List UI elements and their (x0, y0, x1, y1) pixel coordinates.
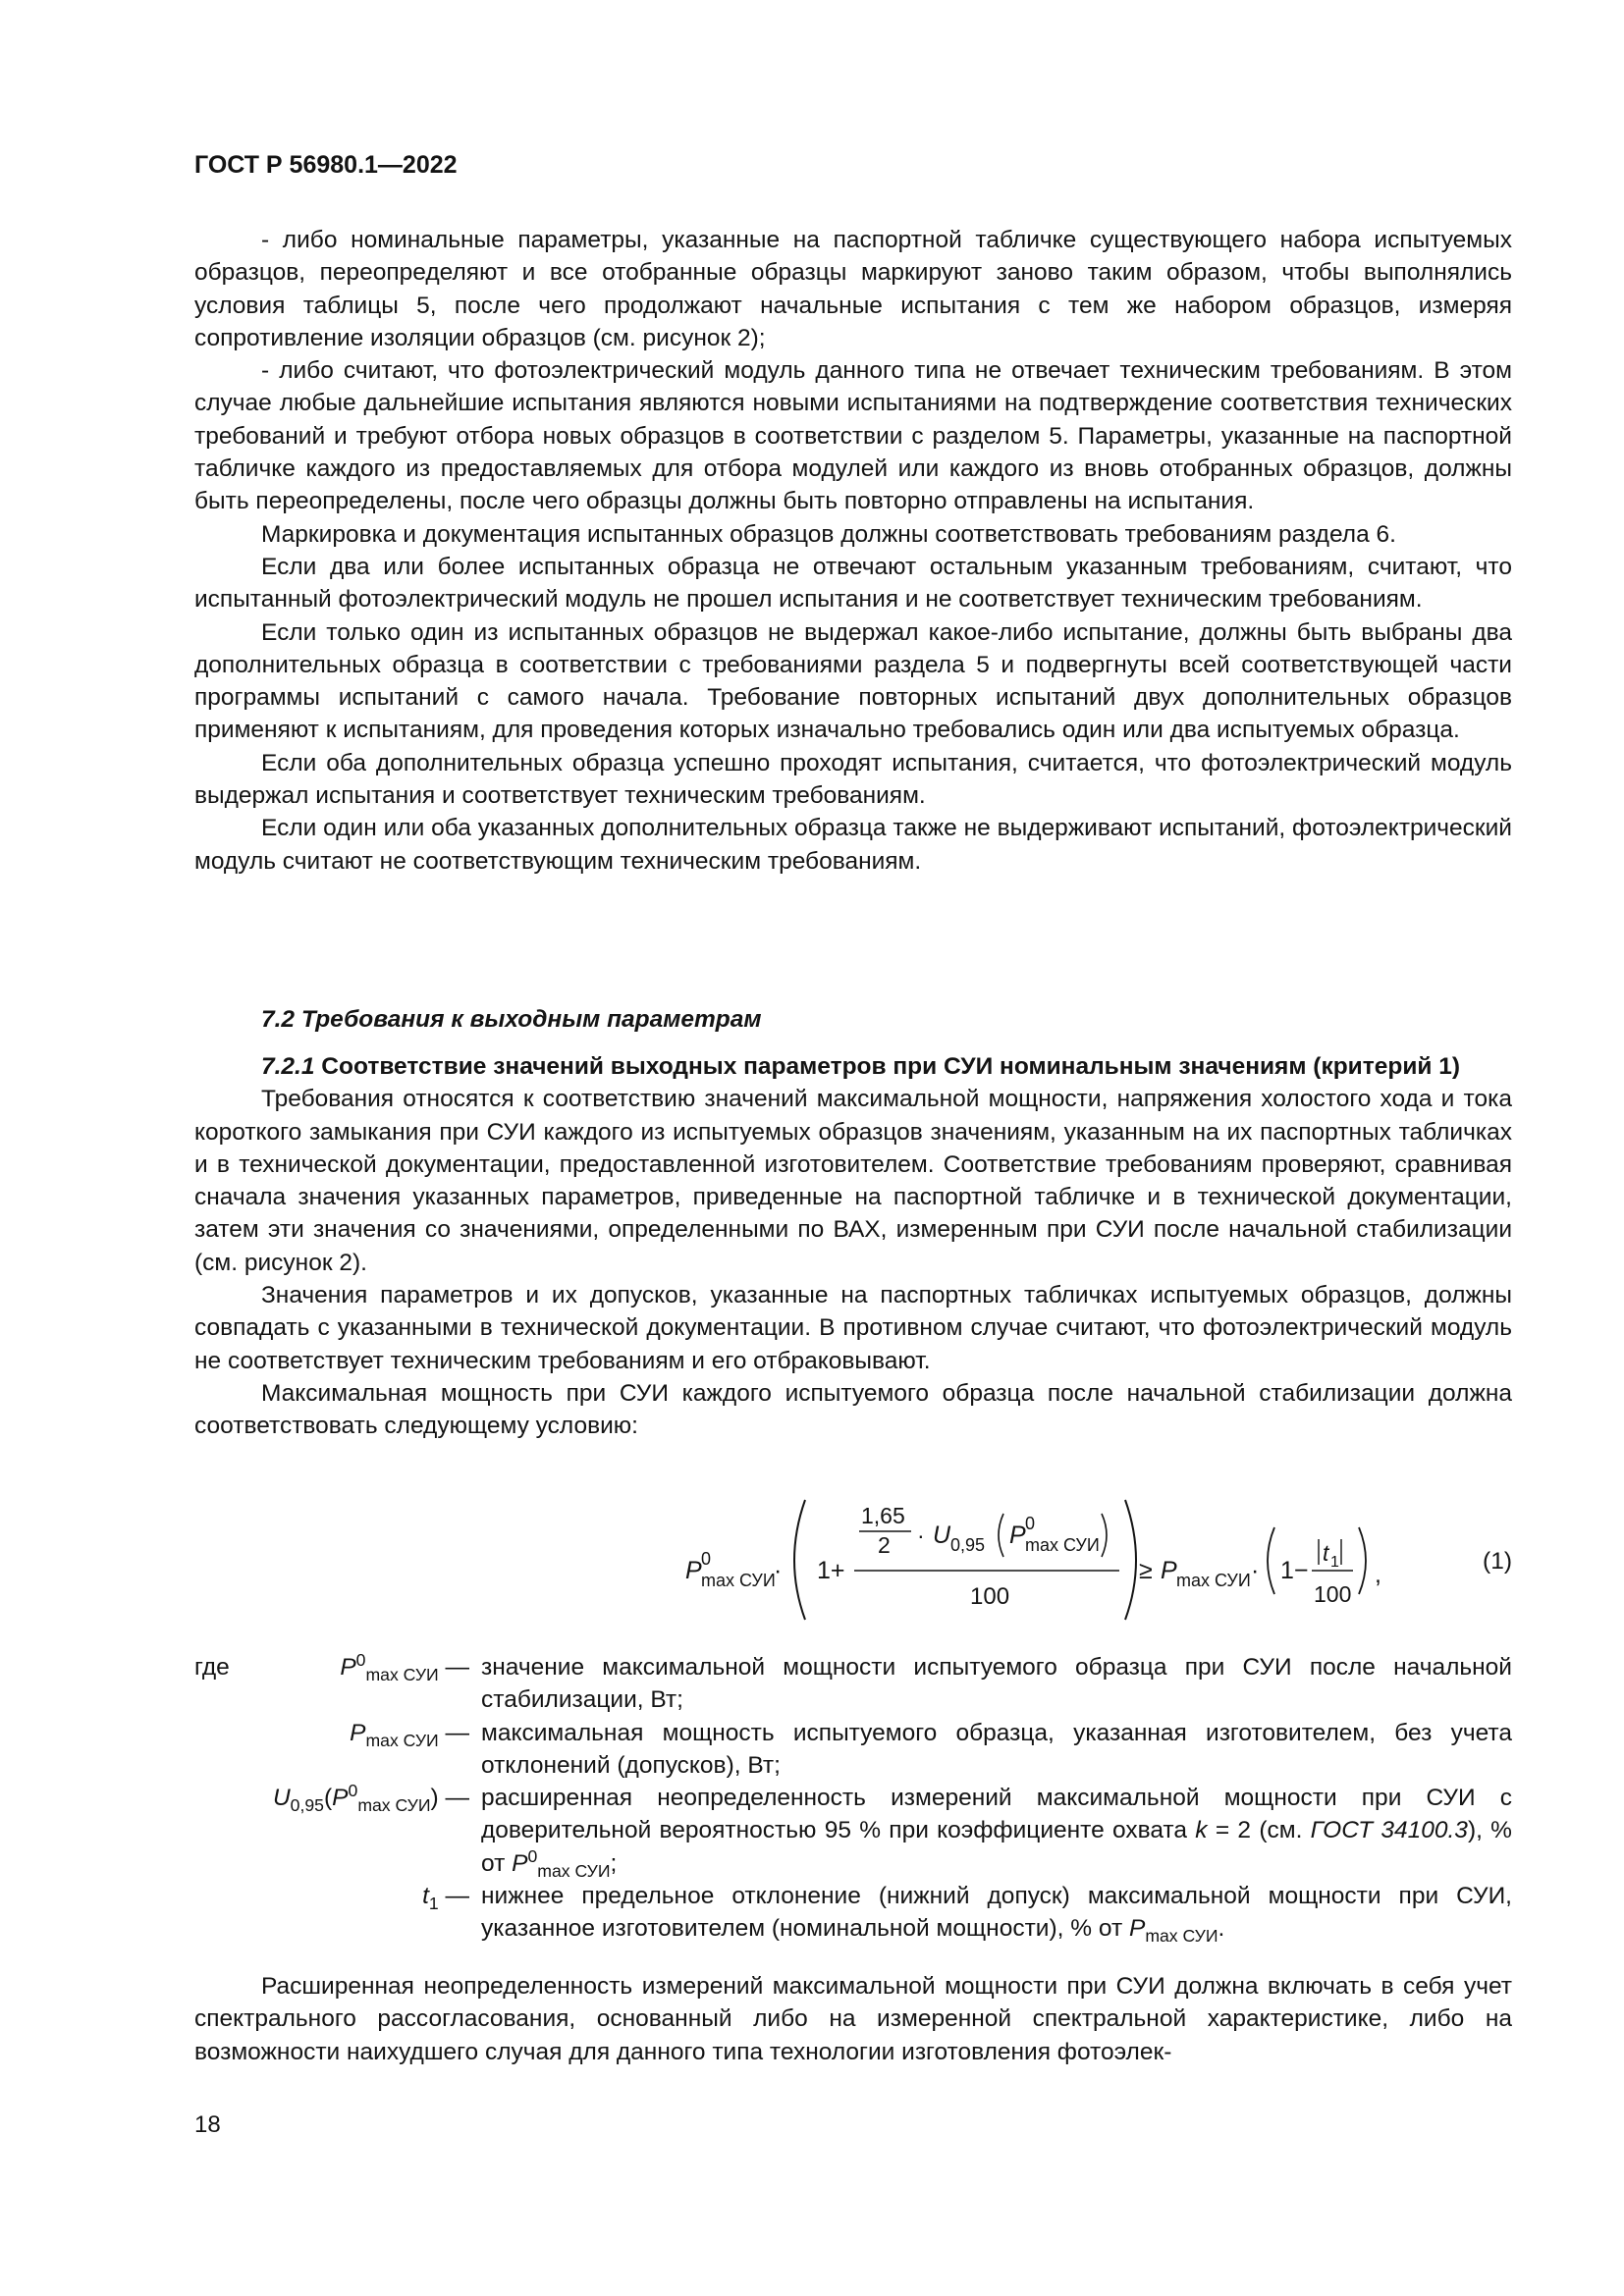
formula-num-165: 1,65 (861, 1503, 905, 1528)
formula-den-100: 100 (970, 1583, 1010, 1610)
formula-symbol: P (1161, 1557, 1177, 1584)
formula-geq: ≥ (1139, 1557, 1153, 1584)
section-heading-7-2: 7.2 Требования к выходным параметрам (261, 1006, 762, 1033)
paragraph: Если один или оба указанных дополнительных образца также не выдерживают испытаний, фотоэлектрический модуль считают не соответствующим техническим требованиям. (194, 815, 1512, 875)
page-number: 18 (194, 2111, 221, 2138)
formula-symbol: P (685, 1557, 702, 1584)
where-item (194, 1880, 1512, 1946)
formula-den-2: 2 (878, 1532, 891, 1558)
where-symbol: $P_{max СУИ}$ — (350, 1719, 469, 1750)
formula-subscript: max СУИ (1025, 1535, 1100, 1555)
where-label: где (194, 1654, 230, 1681)
formula-subscript: max СУИ (1176, 1571, 1251, 1590)
where-text: значение максимальной мощности испытуемого образца при СУИ после начальной стабилизации, Вт; (481, 1654, 1512, 1714)
where-symbol: $P^0_{max СУИ}$ — (340, 1649, 469, 1684)
paren-left (794, 1500, 805, 1620)
where-text: максимальная мощность испытуемого образца, указанная изготовителем, без учета отклонений (допусков), Вт; (481, 1719, 1512, 1779)
formula-U: U (933, 1522, 951, 1549)
paragraph: Если два или более испытанных образца не отвечают остальным указанным требованиям, считают, что испытанный фотоэлектрический модуль не прошел испытания и не соответствует техническим требованиям. (194, 553, 1512, 614)
where-list (194, 1651, 1512, 1946)
section-title: Соответствие значений выходных параметров при СУИ номинальным значениям (критерий 1) (314, 1053, 1461, 1080)
formula-t: t (1323, 1540, 1329, 1566)
formula-one-minus: 1− (1280, 1557, 1309, 1584)
formula-superscript: 0 (701, 1549, 712, 1569)
formula-den-100: 100 (1314, 1581, 1352, 1607)
paragraph: Значения параметров и их допусков, указанные на паспортных табличках испытуемых образцов, должны совпадать с указанными в технической документации. В противном случае считают, что фотоэлектрический модуль не соответствует техническим требованиям и его отбраковывают. (194, 1282, 1512, 1374)
paragraph: Требования относятся к соответствию значений максимальной мощности, напряжения холостого хода и тока короткого замыкания при СУИ каждого из испытуемых образцов значениям, указанным на их паспортных табличках и в технической документации, предоставленной изготовителем. Соответствие требованиям проверяют, сравнивая сначала значения указанных параметров, приведенные на паспортной табличке и в технической документации, затем эти значения со значениями, определенными по ВАХ, измеренным при СУИ после начальной стабилизации (см. рисунок 2). (194, 1086, 1512, 1276)
where-item (194, 1717, 1512, 1783)
paragraph: Максимальная мощность при СУИ каждого испытуемого образца после начальной стабилизации должна соответствовать следующему условию: (194, 1379, 1512, 1440)
formula-one-plus: 1+ (817, 1557, 845, 1584)
where-item (194, 1651, 1512, 1717)
paragraph: Если только один из испытанных образцов не выдержал какое-либо испытание, должны быть выбраны два дополнительных образца в соответствии с требованиями раздела 5 и подвергнуты всей соответствующей части программы испытаний с самого начала. Требование повторных испытаний двух дополнительных образцов применяют к испытаниям, для проведения которых изначально требовались один или два испытуемых образца. (194, 618, 1512, 744)
paren-small-left (999, 1514, 1003, 1557)
paren-left-2 (1268, 1527, 1274, 1594)
formula-subscript: max СУИ (701, 1571, 776, 1590)
paren-small-right (1102, 1514, 1107, 1557)
section-heading-7-2-1 (194, 1050, 1512, 1083)
paragraph: Маркировка и документация испытанных образцов должны соответствовать требованиям раздела 6. (261, 520, 1396, 548)
formula-dot: · (1251, 1557, 1260, 1584)
where-item (194, 1782, 1512, 1880)
formula-superscript: 0 (1025, 1514, 1036, 1533)
formula-comma: , (1375, 1561, 1381, 1588)
where-symbol: $t_1$ — (422, 1883, 469, 1913)
formula-number: (1) (1483, 1548, 1512, 1575)
formula-1 (194, 1492, 1512, 1639)
formula-dot: · (917, 1522, 925, 1548)
formula-subscript: 1 (1330, 1554, 1339, 1571)
paren-right-2 (1359, 1527, 1366, 1594)
text-block-top (194, 224, 1512, 878)
formula-symbol: P (1009, 1522, 1026, 1549)
standard-reference: ГОСТ 34100.3 (1310, 1817, 1468, 1844)
paragraph: Если оба дополнительных образца успешно проходят испытания, считается, что фотоэлектрический модуль выдержал испытания и соответствует техническим требованиям. (194, 749, 1512, 810)
where-text: расширенная неопределенность измерений максимальной мощности при СУИ с доверительной вероятностью 95 % при коэффициенте охвата k = 2 (см. ГОСТ 34100.3), % от $P^0_{max СУИ}$; (481, 1785, 1512, 1881)
paragraph: - либо считают, что фотоэлектрический модуль данного типа не отвечает техническим требованиям. В этом случае любые дальнейшие испытания являются новыми испытаниями на подтверждение соответствия технических требований и требуют отбора новых образцов в соответствии с разделом 5. Параметры, указанные на паспортной табличке каждого из предоставляемых для отбора модулей или каждого из вновь отобранных образцов, должны быть переопределены, после чего образцы должны быть повторно отправлены на испытания. (194, 357, 1512, 515)
paragraph: Расширенная неопределенность измерений максимальной мощности при СУИ должна включать в себя учет спектрального рассогласования, основанный либо на измеренной спектральной характеристике, либо на возможности наихудшего случая для данного типа технологии изготовления фотоэлек- (194, 1973, 1512, 2065)
formula-expression (489, 1492, 1412, 1639)
text-block-bottom (194, 1970, 1512, 2068)
formula-subscript: 0,95 (950, 1535, 986, 1555)
where-text: нижнее предельное отклонение (нижний допуск) максимальной мощности при СУИ, указанное изготовителем (номинальной мощности), % от $P_{max СУИ}$. (481, 1883, 1512, 1947)
document-header: ГОСТ Р 56980.1—2022 (194, 151, 458, 179)
where-symbol: $U_{0,95}(P^0_{max СУИ})$ — (272, 1781, 469, 1816)
paragraph: - либо номинальные параметры, указанные на паспортной табличке существующего набора испытуемых образцов, переопределяют и все отобранные образцы маркируют заново таким образом, чтобы выполнялись условия таблицы 5, после чего продолжают начальные испытания с тем же набором образцов, измеряя сопротивление изоляции образцов (см. рисунок 2); (194, 227, 1512, 351)
paren-right (1125, 1500, 1136, 1620)
formula-dot: · (774, 1557, 783, 1584)
text-block-mid (194, 1050, 1512, 1443)
section-number: 7.2.1 (261, 1053, 315, 1080)
